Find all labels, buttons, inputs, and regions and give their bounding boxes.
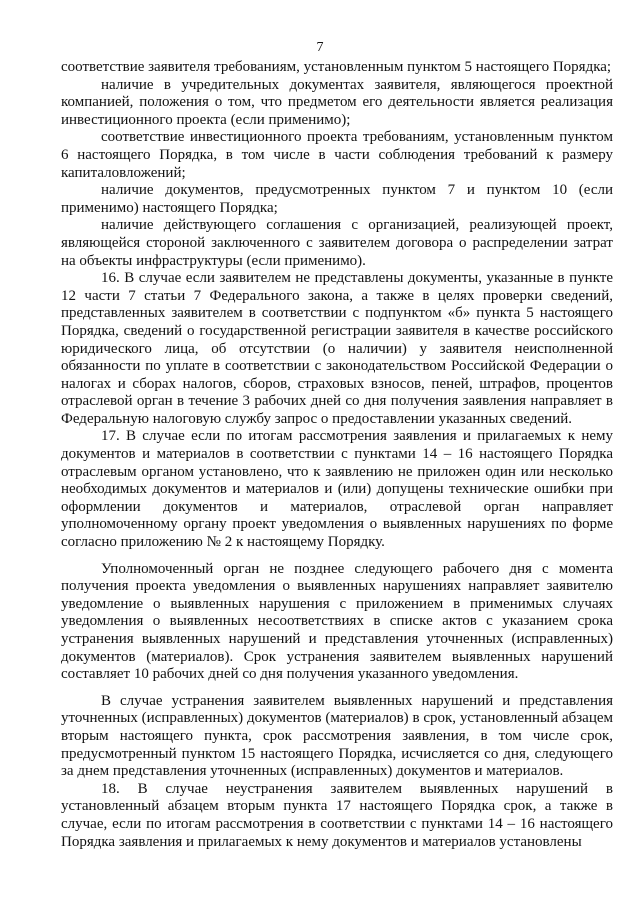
paragraph: 17. В случае если по итогам рассмотрения заявления и прилагаемых к нему документов и материалов в соответствии с пунктами 14 – 16 настоящего Порядка отраслевым органом установлено, что к заявлению не приложен один или несколько необходимых документов и материалов и (или) допущены технические ошибки при оформлении документов и материалов, отраслевой орган направляет уполномоченному органу проект уведомления о выявленных нарушениях по форме согласно приложению № 2 к настоящему Порядку. [61,428,613,551]
paragraph: 18. В случае неустранения заявителем выявленных нарушений в установленный абзацем вторым пункта 17 настоящего Порядка срок, а также в случае, если по итогам рассмотрения в соответствии с пунктами 14 – 16 настоящего Порядка заявления и прилагаемых к нему документов и материалов установлены [61,780,613,850]
document-body [61,59,613,851]
paragraph: 16. В случае если заявителем не представлены документы, указанные в пункте 12 части 7 статьи 7 Федерального закона, а также в целях проверки сведений, представленных заявителем в соответствии с подпунктом «б» пункта 5 настоящего Порядка, сведений о государственной регистрации заявителя в качестве российского юридического лица, об отсутствии (о наличии) у заявителя неисполненной обязанности по уплате в соответствии с законодательством Российской Федерации о налогах и сборах налогов, сборов, страховых взносов, пеней, штрафов, процентов отраслевой орган в течение 3 рабочих дней со дня получения заявления направляет в Федеральную налоговую службу запрос о предоставлении указанных сведений. [61,270,613,427]
paragraph: В случае устранения заявителем выявленных нарушений и представления уточненных (исправленных) документов (материалов) в срок, установленный абзацем вторым настоящего пункта, срок рассмотрения заявления, в том числе срок, предусмотренный пунктом 15 настоящего Порядка, исчисляется со дня, следующего за днем представления уточненных (исправленных) документов и материалов. [61,692,613,780]
paragraph: соответствие заявителя требованиям, установленным пунктом 5 настоящего Порядка; [61,59,612,75]
paragraph: наличие действующего соглашения с организацией, реализующей проект, являющейся стороной заключенного с заявителем договора о распределении затрат на объекты инфраструктуры (если применимо). [61,217,613,269]
paragraph: наличие в учредительных документах заявителя, являющегося проектной компанией, положения о том, что предметом его деятельности является реализация инвестиционного проекта (если применимо); [61,76,613,128]
page-number: 7 [316,40,324,55]
paragraph: Уполномоченный орган не позднее следующего рабочего дня с момента получения проекта уведомления о выявленных нарушениях направляет заявителю уведомление о выявленных нарушения с приложением в применимых случаях уведомления о выявленных несоответствиях в списке актов с указанием срока устранения выявленных нарушений и представления уточненных (исправленных) документов (материалов). Срок устранения заявителем выявленных нарушений составляет 10 рабочих дней со дня получения указанного уведомления. [61,560,613,683]
paragraph: соответствие инвестиционного проекта требованиям, установленным пунктом 6 настоящего Порядка, в том числе в части соблюдения требований к размеру капиталовложений; [61,129,613,181]
paragraph: наличие документов, предусмотренных пунктом 7 и пунктом 10 (если применимо) настоящего Порядка; [61,182,613,216]
